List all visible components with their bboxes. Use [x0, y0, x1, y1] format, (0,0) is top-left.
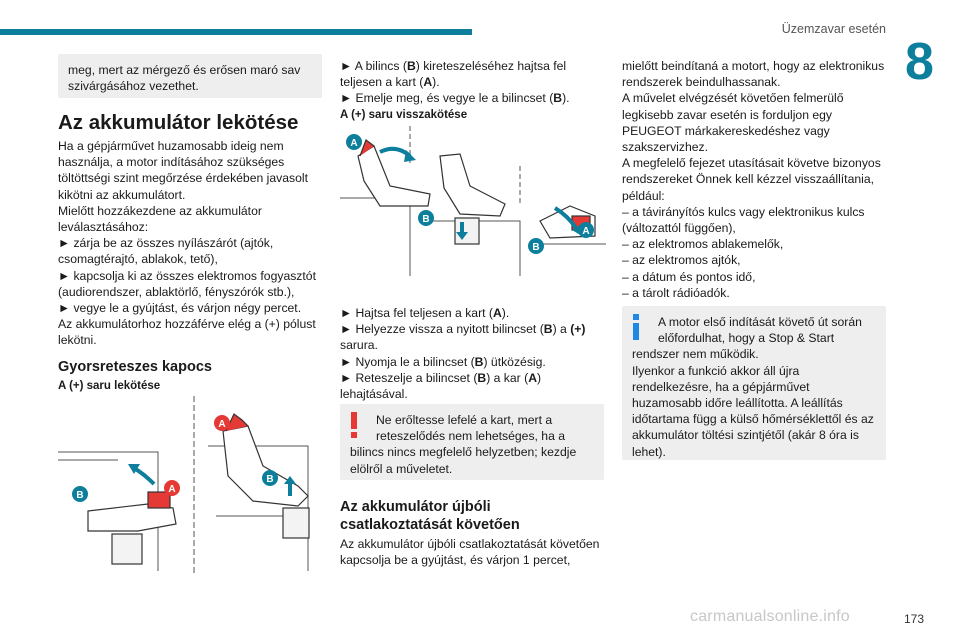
info-line: huzamosabb időre leállította. A leállítás: [632, 396, 843, 411]
label-a: A: [218, 419, 226, 430]
info-line: rendelkezésre, ha a gépjárművet: [632, 379, 810, 394]
subsubheading: A (+) saru lekötése: [58, 380, 161, 392]
step-item-cont: teljesen a kart (A).: [340, 75, 440, 90]
step-item: ► Hajtsa fel teljesen a kart (A).: [340, 305, 610, 321]
body-line: szakszervizhez.: [622, 140, 709, 155]
outro-line: lekötni.: [58, 333, 97, 348]
list-item: – az elektromos ajtók,: [622, 253, 741, 268]
list-item-cont: (változattól függően),: [622, 221, 736, 236]
body-line: legkisebb zavar esetén is forduljon egy: [622, 107, 833, 122]
step-item-cont: lehajtásával.: [340, 387, 408, 402]
intro-line: leválasztásához:: [58, 220, 149, 235]
header-accent-bar: [0, 29, 472, 35]
box-line: meg, mert az mérgező és erősen maró sav: [68, 63, 301, 77]
step-item: ► Nyomja le a bilincset (B) ütközésig.: [340, 354, 610, 370]
info-icon: [630, 314, 642, 340]
body-line: mielőtt beindítaná a motort, hogy az elektronikus: [622, 59, 885, 73]
clamp-left: [88, 492, 176, 564]
chapter-number: 8: [905, 33, 934, 91]
arrow-left: [134, 468, 154, 484]
info-box: [622, 306, 886, 460]
reconnect-clamp-illustration: [340, 126, 606, 286]
step-item: ► kapcsolja ki az összes elektromos fogyasztót: [58, 268, 328, 284]
info-line: előfordulhat, hogy a Stop & Start: [658, 331, 835, 346]
info-line: akkumulátor töltési szintjétől (akár 8 óra is: [632, 428, 859, 443]
outro-line: Az akkumulátorhoz hozzáférve elég a (+) pólust: [58, 317, 316, 332]
step-item: ► Reteszelje a bilincset (B) a kar (A): [340, 370, 610, 386]
warning-line: bilincs nincs megfelelő helyzetben; kezdje: [350, 445, 577, 460]
step-item: ► vegye le a gyújtást, és várjon négy percet.: [58, 300, 328, 316]
list-item: – a távirányítós kulcs vagy elektronikus kulcs: [622, 204, 865, 219]
warning-line: reteszelődés nem lehetséges, ha a: [376, 429, 566, 444]
label-a: A: [168, 484, 176, 495]
page-number: 173: [904, 612, 925, 626]
intro-line: Mielőtt hozzákezdene az akkumulátor: [58, 203, 262, 218]
info-line: Ilyenkor a funkció akkor áll újra: [632, 363, 800, 378]
box-line: szivárgásához vezethet.: [68, 79, 199, 94]
disconnect-clamp-illustration: [58, 396, 322, 576]
warning-line: elölről a műveletet.: [350, 461, 453, 476]
intro-line: töltöttségi szint megőrzése érdekében javasolt: [58, 171, 308, 186]
info-line: rendszer nem működik.: [632, 347, 759, 362]
body-line: PEUGEOT márkakereskedéshez vagy: [622, 123, 830, 138]
step-item: ► Helyezze vissza a nyitott bilincset (B) a (+): [340, 321, 610, 337]
body-line: Az akkumulátor újbóli csatlakoztatását követően: [340, 537, 600, 551]
subheading: Gyorsreteszes kapocs: [58, 359, 212, 375]
subsubheading: A (+) saru visszakötése: [340, 109, 468, 121]
step-item-cont: sarura.: [340, 338, 378, 353]
subheading: Az akkumulátor újbóli csatlakoztatását követően: [340, 499, 520, 533]
continued-warning-box: [58, 54, 322, 98]
intro-line: kikötni az akkumulátort.: [58, 187, 186, 202]
body-line: A művelet elvégzését követően felmerülő: [622, 91, 844, 106]
step-item: ► A bilincs (B) kireteszeléséhez hajtsa fel: [340, 58, 610, 74]
label-b: B: [532, 242, 540, 253]
intro-line: használja, a motor indításához szükséges: [58, 155, 285, 170]
label-b: B: [266, 474, 274, 485]
watermark: carmanualsonline.info: [690, 608, 850, 625]
step-item: ► Emelje meg, és vegye le a bilincset (B).: [340, 90, 610, 106]
label-b: B: [76, 490, 84, 501]
label-a: A: [582, 226, 590, 237]
section-heading: Az akkumulátor lekötése: [58, 111, 299, 134]
body-line: rendszereket Önnek kell kézzel visszaállítania,: [622, 172, 874, 187]
body-line: például:: [622, 188, 665, 203]
info-line: időtartama függ a külső hőmérséklettől és az: [632, 412, 874, 427]
step-item: ► zárja be az összes nyílászárót (ajtók,: [58, 235, 328, 251]
list-item: – a dátum és pontos idő,: [622, 269, 756, 284]
intro-line: Ha a gépjárművet huzamosabb ideig nem: [58, 139, 284, 153]
body-line: A megfelelő fejezet utasításait követve bizonyos: [622, 156, 881, 171]
warning-box: [340, 404, 604, 480]
header-title: Üzemzavar esetén: [781, 22, 886, 36]
list-item: – a tárolt rádióadók.: [622, 285, 730, 300]
label-b: B: [422, 214, 430, 225]
step-item-cont: csomagtérajtó, ablakok, tető),: [58, 252, 218, 267]
label-a: A: [350, 138, 358, 149]
body-line: kapcsolja be a gyújtást, és várjon 1 percet,: [340, 553, 571, 568]
step-item-cont: (audiorendszer, ablaktörlő, fényszórók stb.),: [58, 284, 295, 299]
info-line: lehet).: [632, 444, 666, 459]
list-item: – az elektromos ablakemelők,: [622, 237, 784, 252]
info-line: A motor első indítását követő út során: [658, 315, 862, 329]
warning-line: Ne erőltesse lefelé a kart, mert a: [376, 413, 553, 427]
warning-exclamation-icon: [348, 412, 360, 438]
body-line: rendszerek beindulhassanak.: [622, 75, 781, 90]
